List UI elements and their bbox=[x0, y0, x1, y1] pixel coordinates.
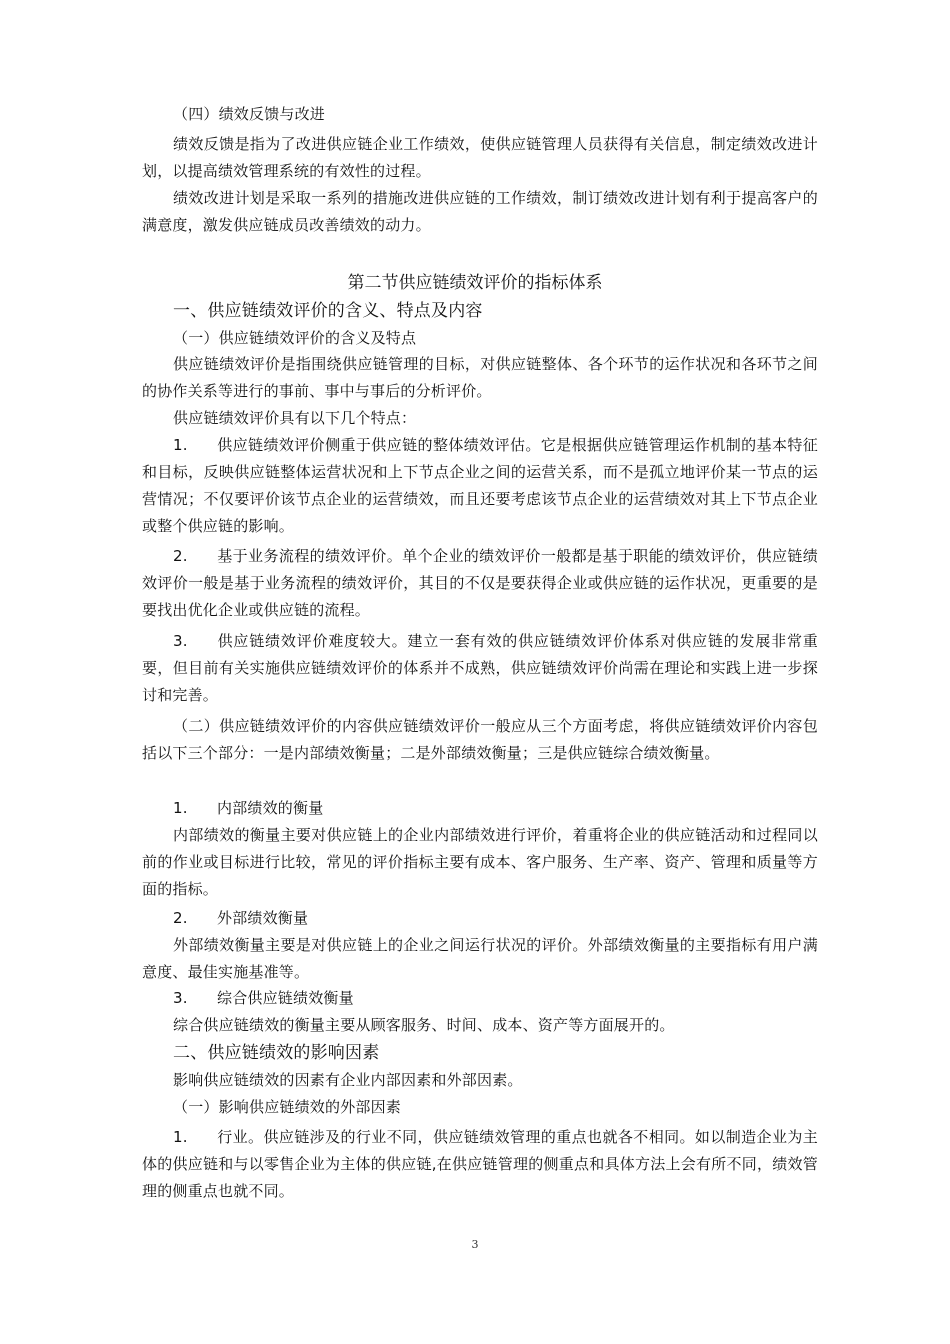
list-item bbox=[142, 1124, 818, 1205]
section-heading: 一、供应链绩效评价的含义、特点及内容 bbox=[173, 301, 483, 321]
list-number: 2. bbox=[173, 547, 188, 565]
chapter-title: 第二节供应链绩效评价的指标体系 bbox=[347, 273, 603, 293]
list-number: 1. bbox=[173, 436, 188, 454]
paragraph: 综合供应链绩效的衡量主要从顾客服务、时间、成本、资产等方面展开的。 bbox=[173, 1016, 675, 1034]
paragraph: 供应链绩效评价具有以下几个特点： bbox=[173, 409, 417, 427]
subsection-heading: （一）影响供应链绩效的外部因素 bbox=[173, 1098, 402, 1116]
list-number: 1. bbox=[173, 799, 188, 817]
list-item bbox=[142, 543, 818, 624]
list-text: 供应链绩效评价难度较大。建立一套有效的供应链绩效评价体系对供应链的发展非常重要，但目前有关实施供应链绩效评价的体系并不成熟，供应链绩效评价尚需在理论和实践上进一步探讨和完善。 bbox=[142, 632, 818, 704]
list-text: 基于业务流程的绩效评价。单个企业的绩效评价一般都是基于职能的绩效评价，供应链绩效评价一般是基于业务流程的绩效评价，其目的不仅是要获得企业或供应链的运作状况，更重要的是要找出优化企业或供应链的流程。 bbox=[142, 547, 818, 619]
paragraph: 外部绩效衡量主要是对供应链上的企业之间运行状况的评价。外部绩效衡量的主要指标有用户满意度、最佳实施基准等。 bbox=[142, 936, 818, 981]
page-number: 3 bbox=[471, 1238, 479, 1251]
subsection-heading: （一）供应链绩效评价的含义及特点 bbox=[173, 329, 417, 347]
paragraph: 内部绩效的衡量主要对供应链上的企业内部绩效进行评价，着重将企业的供应链活动和过程同以前的作业或目标进行比较，常见的评价指标主要有成本、客户服务、生产率、资产、管理和质量等方面的指标。 bbox=[142, 826, 818, 898]
list-number: 3. bbox=[173, 989, 188, 1007]
list-item bbox=[142, 432, 818, 540]
paragraph: 影响供应链绩效的因素有企业内部因素和外部因素。 bbox=[173, 1071, 523, 1089]
list-title: 综合供应链绩效衡量 bbox=[217, 989, 354, 1007]
paragraph: 供应链绩效评价是指围绕供应链管理的目标，对供应链整体、各个环节的运作状况和各环节之间的协作关系等进行的事前、事中与事后的分析评价。 bbox=[142, 355, 818, 400]
paragraph: （二）供应链绩效评价的内容供应链绩效评价一般应从三个方面考虑，将供应链绩效评价内容包括以下三个部分：一是内部绩效衡量；二是外部绩效衡量；三是供应链综合绩效衡量。 bbox=[142, 717, 818, 762]
list-text: 行业。供应链涉及的行业不同，供应链绩效管理的重点也就各不相同。如以制造企业为主体的供应链和与以零售企业为主体的供应链,在供应链管理的侧重点和具体方法上会有所不同，绩效管理的侧重点也就不同。 bbox=[142, 1128, 818, 1200]
paragraph: 绩效改进计划是采取一系列的措施改进供应链的工作绩效，制订绩效改进计划有利于提高客户的满意度，激发供应链成员改善绩效的动力。 bbox=[142, 189, 818, 234]
paragraph: 绩效反馈是指为了改进供应链企业工作绩效，使供应链管理人员获得有关信息，制定绩效改进计划，以提高绩效管理系统的有效性的过程。 bbox=[142, 135, 818, 180]
list-item bbox=[142, 985, 818, 1012]
list-number: 3. bbox=[173, 632, 188, 650]
section-heading: （四）绩效反馈与改进 bbox=[173, 105, 326, 123]
list-item bbox=[142, 905, 818, 932]
list-text: 供应链绩效评价侧重于供应链的整体绩效评估。它是根据供应链管理运作机制的基本特征和目标，反映供应链整体运营状况和上下节点企业之间的运营关系，而不是孤立地评价某一节点的运营情况；不仅要评价该节点企业的运营绩效，而且还要考虑该节点企业的运营绩效对其上下节点企业或整个供应链的影响。 bbox=[142, 436, 818, 535]
list-item bbox=[142, 795, 818, 822]
section-heading: 二、供应链绩效的影响因素 bbox=[173, 1043, 380, 1063]
list-item bbox=[142, 628, 818, 709]
list-title: 内部绩效的衡量 bbox=[217, 799, 324, 817]
list-title: 外部绩效衡量 bbox=[217, 909, 309, 927]
list-number: 2. bbox=[173, 909, 188, 927]
list-number: 1. bbox=[173, 1128, 188, 1146]
